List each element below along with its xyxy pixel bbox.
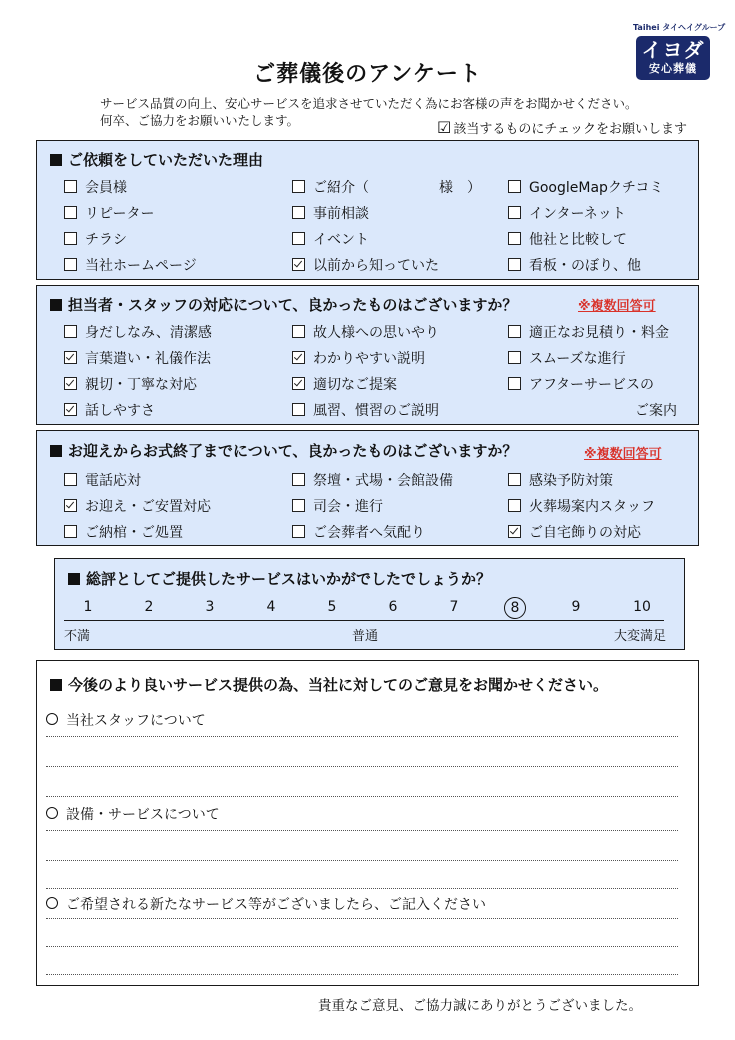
q2-multi-note: ※複数回答可 bbox=[578, 299, 656, 314]
option-label: 言葉遣い・礼儀作法 bbox=[85, 351, 211, 367]
rating-option[interactable]: 5 bbox=[327, 599, 337, 615]
option-label: 当社ホームページ bbox=[85, 258, 197, 274]
q3-heading-text: お迎えからお式終了までについて、良かったものはございますか？ bbox=[68, 442, 518, 460]
checkbox-icon[interactable] bbox=[508, 351, 521, 364]
q2-option[interactable] bbox=[508, 374, 654, 394]
q1-option[interactable] bbox=[508, 229, 627, 249]
logo-sub: 安心葬儀 bbox=[649, 62, 697, 75]
q3-option[interactable] bbox=[292, 522, 425, 542]
opinion-new-service-label: ご希望される新たなサービス等がございましたら、ご記入ください bbox=[46, 894, 486, 914]
option-label: チラシ bbox=[85, 232, 127, 248]
option-label: 事前相談 bbox=[313, 206, 369, 222]
rating-option[interactable]: 4 bbox=[266, 599, 276, 615]
opinion-facility-label: 設備・サービスについて bbox=[46, 804, 220, 824]
opinion-facility-line-3[interactable] bbox=[46, 888, 678, 889]
q3-option[interactable] bbox=[64, 496, 211, 516]
option-label: アフターサービスの bbox=[529, 377, 655, 393]
checkbox-icon[interactable] bbox=[508, 377, 521, 390]
square-bullet-icon bbox=[50, 679, 62, 691]
checkbox-checked-icon[interactable] bbox=[508, 525, 521, 538]
q1-heading-text: ご依頼をしていただいた理由 bbox=[68, 151, 264, 169]
rating-mid-label: 普通 bbox=[352, 629, 379, 644]
q1-heading bbox=[50, 149, 263, 170]
q4-heading bbox=[68, 568, 491, 589]
rating-low-label: 不満 bbox=[64, 629, 91, 644]
option-label: 身だしなみ、清潔感 bbox=[85, 325, 212, 341]
page-title: ご葬儀後のアンケート bbox=[253, 62, 482, 87]
rating-option[interactable]: 9 bbox=[571, 599, 581, 615]
q2-continuation-text: ご案内 bbox=[635, 403, 677, 419]
option-label: スムーズな進行 bbox=[529, 351, 626, 367]
q1-option[interactable] bbox=[292, 229, 369, 249]
option-label: 他社と比較して bbox=[529, 232, 627, 248]
checkbox-checked-icon[interactable] bbox=[292, 258, 305, 271]
q1-option[interactable] bbox=[292, 203, 369, 223]
q1-option[interactable] bbox=[292, 255, 439, 275]
q3-option[interactable] bbox=[64, 470, 141, 490]
checkbox-icon[interactable] bbox=[292, 206, 305, 219]
q2-option[interactable] bbox=[292, 348, 425, 368]
checkbox-checked-icon[interactable] bbox=[292, 351, 305, 364]
q2-option[interactable] bbox=[64, 322, 212, 342]
checkbox-icon[interactable] bbox=[508, 232, 521, 245]
circle-bullet-icon bbox=[46, 807, 58, 819]
circle-bullet-icon bbox=[46, 713, 58, 725]
logo-brand: イヨダ bbox=[641, 38, 705, 62]
q3-option[interactable] bbox=[508, 470, 613, 490]
option-label: 火葬場案内スタッフ bbox=[529, 499, 655, 515]
checkbox-checked-icon[interactable] bbox=[64, 499, 77, 512]
rating-option[interactable]: 7 bbox=[449, 599, 459, 615]
q2-heading-text: 担当者・スタッフの対応について、良かったものはございますか？ bbox=[68, 296, 518, 314]
rating-option[interactable]: 6 bbox=[388, 599, 398, 615]
intro-line-1: サービス品質の向上、安心サービスを追求させていただく為にお客様の声をお聞かせください。 bbox=[100, 96, 638, 111]
q2-heading bbox=[50, 294, 517, 315]
option-label: 電話応対 bbox=[85, 473, 141, 489]
checkbox-checked-icon: ☑ bbox=[437, 118, 452, 137]
opinion-new-service-line-2[interactable] bbox=[46, 946, 678, 947]
rating-option[interactable]: 1 bbox=[83, 599, 93, 615]
checkbox-checked-icon[interactable] bbox=[64, 403, 77, 416]
square-bullet-icon bbox=[50, 299, 62, 311]
option-label: インターネット bbox=[529, 206, 626, 222]
checkbox-icon[interactable] bbox=[64, 258, 77, 271]
q1-option[interactable] bbox=[508, 255, 641, 275]
square-bullet-icon bbox=[50, 445, 62, 457]
option-label: 看板・のぼり、他 bbox=[529, 258, 641, 274]
checkbox-icon[interactable] bbox=[64, 525, 77, 538]
q3-option[interactable] bbox=[292, 470, 453, 490]
checkbox-icon[interactable] bbox=[64, 232, 77, 245]
option-label: わかりやすい説明 bbox=[313, 351, 425, 367]
option-label: 以前から知っていた bbox=[313, 258, 439, 274]
q3-multi-note: ※複数回答可 bbox=[584, 447, 662, 462]
q1-option[interactable] bbox=[292, 177, 481, 197]
q1-option[interactable] bbox=[64, 177, 127, 197]
checkbox-icon[interactable] bbox=[508, 325, 521, 338]
checkbox-icon[interactable] bbox=[292, 180, 305, 193]
checkbox-checked-icon[interactable] bbox=[64, 351, 77, 364]
checkbox-icon[interactable] bbox=[508, 499, 521, 512]
option-label: 風習、慣習のご説明 bbox=[313, 403, 439, 419]
option-label: リピーター bbox=[85, 206, 155, 222]
option-label: イベント bbox=[313, 232, 369, 248]
q3-option[interactable] bbox=[64, 522, 183, 542]
rating-high-label: 大変満足 bbox=[614, 629, 667, 644]
option-label: 故人様への思いやり bbox=[313, 325, 439, 341]
q5-heading-text: 今後のより良いサービス提供の為、当社に対してのご意見をお聞かせください。 bbox=[68, 676, 609, 694]
q2-option[interactable] bbox=[508, 322, 669, 342]
option-label: 感染予防対策 bbox=[529, 473, 613, 489]
checkbox-icon[interactable] bbox=[64, 325, 77, 338]
intro-line-2: 何卒、ご協力をお願いいたします。 bbox=[100, 113, 300, 128]
q1-option[interactable] bbox=[508, 203, 626, 223]
square-bullet-icon bbox=[68, 573, 80, 585]
checkbox-checked-icon[interactable] bbox=[64, 377, 77, 390]
q4-heading-text: 総評としてご提供したサービスはいかがでしたでしょうか？ bbox=[86, 570, 492, 588]
q2-option[interactable] bbox=[292, 400, 439, 420]
option-label: 適切なご提案 bbox=[313, 377, 397, 393]
q1-option[interactable] bbox=[64, 229, 127, 249]
option-label: GoogleMapクチコミ bbox=[529, 180, 664, 196]
opinion-staff-line-2[interactable] bbox=[46, 766, 678, 767]
option-label: ご紹介（ 様 ） bbox=[313, 180, 481, 196]
opinion-staff-label: 当社スタッフについて bbox=[46, 710, 206, 730]
q3-option[interactable] bbox=[508, 496, 655, 516]
group-logo-text: Taihei タイヘイグループ bbox=[633, 23, 726, 32]
checkbox-icon[interactable] bbox=[292, 473, 305, 486]
option-label: 親切・丁寧な対応 bbox=[85, 377, 197, 393]
q2-option[interactable] bbox=[292, 374, 397, 394]
q2-option[interactable] bbox=[292, 322, 439, 342]
opinion-new-service-line-3[interactable] bbox=[46, 974, 678, 975]
rating-scale-line bbox=[64, 620, 664, 621]
option-label: 祭壇・式場・会館設備 bbox=[313, 473, 453, 489]
checkbox-icon[interactable] bbox=[508, 473, 521, 486]
option-label: 司会・進行 bbox=[313, 499, 383, 515]
checkbox-icon[interactable] bbox=[508, 206, 521, 219]
option-label: ご会葬者へ気配り bbox=[313, 525, 425, 541]
checkbox-icon[interactable] bbox=[292, 403, 305, 416]
q2-option[interactable] bbox=[64, 400, 155, 420]
opinion-staff-line-1[interactable] bbox=[46, 736, 678, 737]
option-label: ご納棺・ご処置 bbox=[85, 525, 183, 541]
q3-option[interactable] bbox=[292, 496, 383, 516]
checkbox-checked-icon[interactable] bbox=[292, 377, 305, 390]
square-bullet-icon bbox=[50, 154, 62, 166]
rating-option[interactable]: 2 bbox=[144, 599, 154, 615]
checkbox-icon[interactable] bbox=[292, 525, 305, 538]
option-label: お迎え・ご安置対応 bbox=[85, 499, 211, 515]
rating-option[interactable]: 10 bbox=[633, 599, 651, 615]
checkbox-icon[interactable] bbox=[64, 473, 77, 486]
q1-option[interactable] bbox=[64, 203, 154, 223]
q2-option[interactable] bbox=[508, 348, 626, 368]
q3-option[interactable] bbox=[508, 522, 641, 542]
q5-heading bbox=[50, 674, 608, 695]
q2-option[interactable] bbox=[64, 348, 211, 368]
checkbox-icon[interactable] bbox=[508, 258, 521, 271]
thank-you-message: 貴重なご意見、ご協力誠にありがとうございました。 bbox=[318, 998, 642, 1014]
opinion-staff-line-3[interactable] bbox=[46, 796, 678, 797]
q1-option[interactable] bbox=[508, 177, 663, 197]
checkbox-icon[interactable] bbox=[64, 180, 77, 193]
option-label: ご自宅飾りの対応 bbox=[529, 525, 641, 541]
checkbox-icon[interactable] bbox=[292, 325, 305, 338]
circle-bullet-icon bbox=[46, 897, 58, 909]
option-label: 会員様 bbox=[85, 180, 127, 196]
checkbox-icon[interactable] bbox=[292, 232, 305, 245]
checkbox-icon[interactable] bbox=[508, 180, 521, 193]
opinion-facility-line-2[interactable] bbox=[46, 860, 678, 861]
rating-option[interactable]: 3 bbox=[205, 599, 215, 615]
check-instruction bbox=[437, 118, 687, 137]
q2-option[interactable] bbox=[64, 374, 197, 394]
checkbox-icon[interactable] bbox=[292, 499, 305, 512]
option-label: 適正なお見積り・料金 bbox=[529, 325, 669, 341]
opinion-new-service-line-1[interactable] bbox=[46, 918, 678, 919]
option-label: 話しやすさ bbox=[85, 403, 155, 419]
opinion-facility-line-1[interactable] bbox=[46, 830, 678, 831]
q1-option[interactable] bbox=[64, 255, 197, 275]
checkbox-icon[interactable] bbox=[64, 206, 77, 219]
rating-option-selected[interactable]: 8 bbox=[504, 597, 526, 619]
check-instruction-text: 該当するものにチェックをお願いします bbox=[453, 122, 687, 137]
q3-heading bbox=[50, 440, 517, 461]
